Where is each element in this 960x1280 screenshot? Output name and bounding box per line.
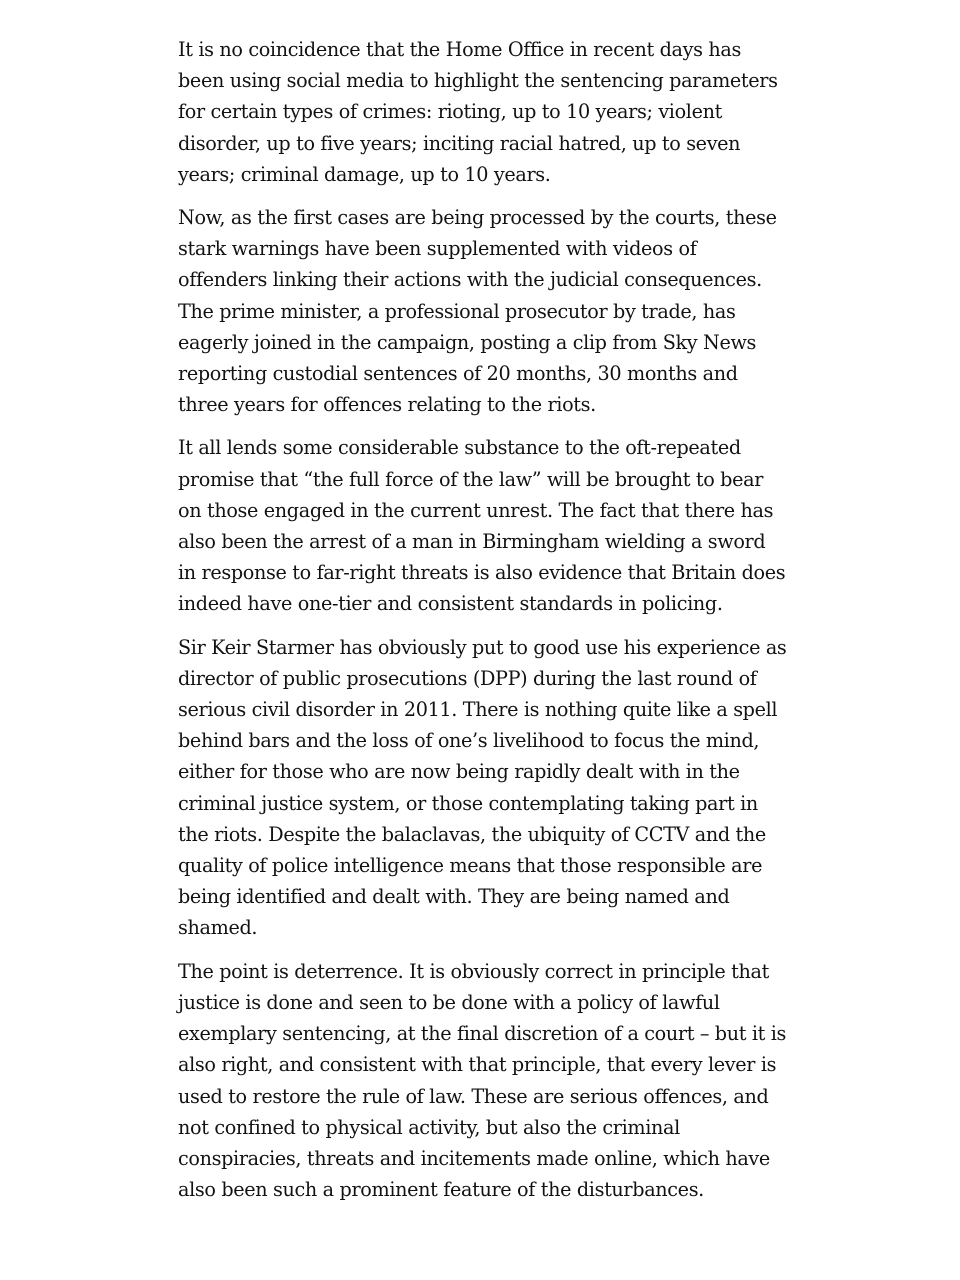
article-paragraph-2: Now, as the first cases are being processed by the courts, these stark warnings have been supplemented with videos of offenders linking their actions with the judicial consequences. The prime minister, a professional prosecutor by trade, has eagerly joined in the campaign, posting a clip from Sky News reporting custodial sentences of 20 months, 30 months and three years for offences relating to the riots.	[178, 206, 777, 417]
article-body	[178, 34, 788, 1217]
article-paragraph-4: Sir Keir Starmer has obviously put to good use his experience as director of public prosecutions (DPP) during the last round of serious civil disorder in 2011. There is nothing quite like a spell behind bars and the loss of one’s livelihood to focus the mind, either for those who are now being rapidly dealt with in the criminal justice system, or those contemplating taking part in the riots. Despite the balaclavas, the ubiquity of CCTV and the quality of police intelligence means that those responsible are being identified and dealt with. They are being named and shamed.	[178, 635, 787, 940]
article-paragraph-1: It is no coincidence that the Home Office in recent days has been using social media to highlight the sentencing parameters for certain types of crimes: rioting, up to 10 years; violent disorder, up to five years; inciting racial hatred, up to seven years; criminal damage, up to 10 years.	[178, 38, 778, 186]
article-paragraph-3: It all lends some considerable substance to the oft-repeated promise that “the full force of the law” will be brought to bear on those engaged in the current unrest. The fact that there has also been the arrest of a man in Birmingham wielding a sword in response to far-right threats is also evidence that Britain does indeed have one-tier and consistent standards in policing.	[178, 436, 786, 616]
article-paragraph-5: The point is deterrence. It is obviously correct in principle that justice is done and seen to be done with a policy of lawful exemplary sentencing, at the final discretion of a court – but it is also right, and consistent with that principle, that every lever is used to restore the rule of law. These are serious offences, and not confined to physical activity, but also the criminal conspiracies, threats and incitements made online, which have also been such a prominent feature of the disturbances.	[178, 959, 787, 1202]
